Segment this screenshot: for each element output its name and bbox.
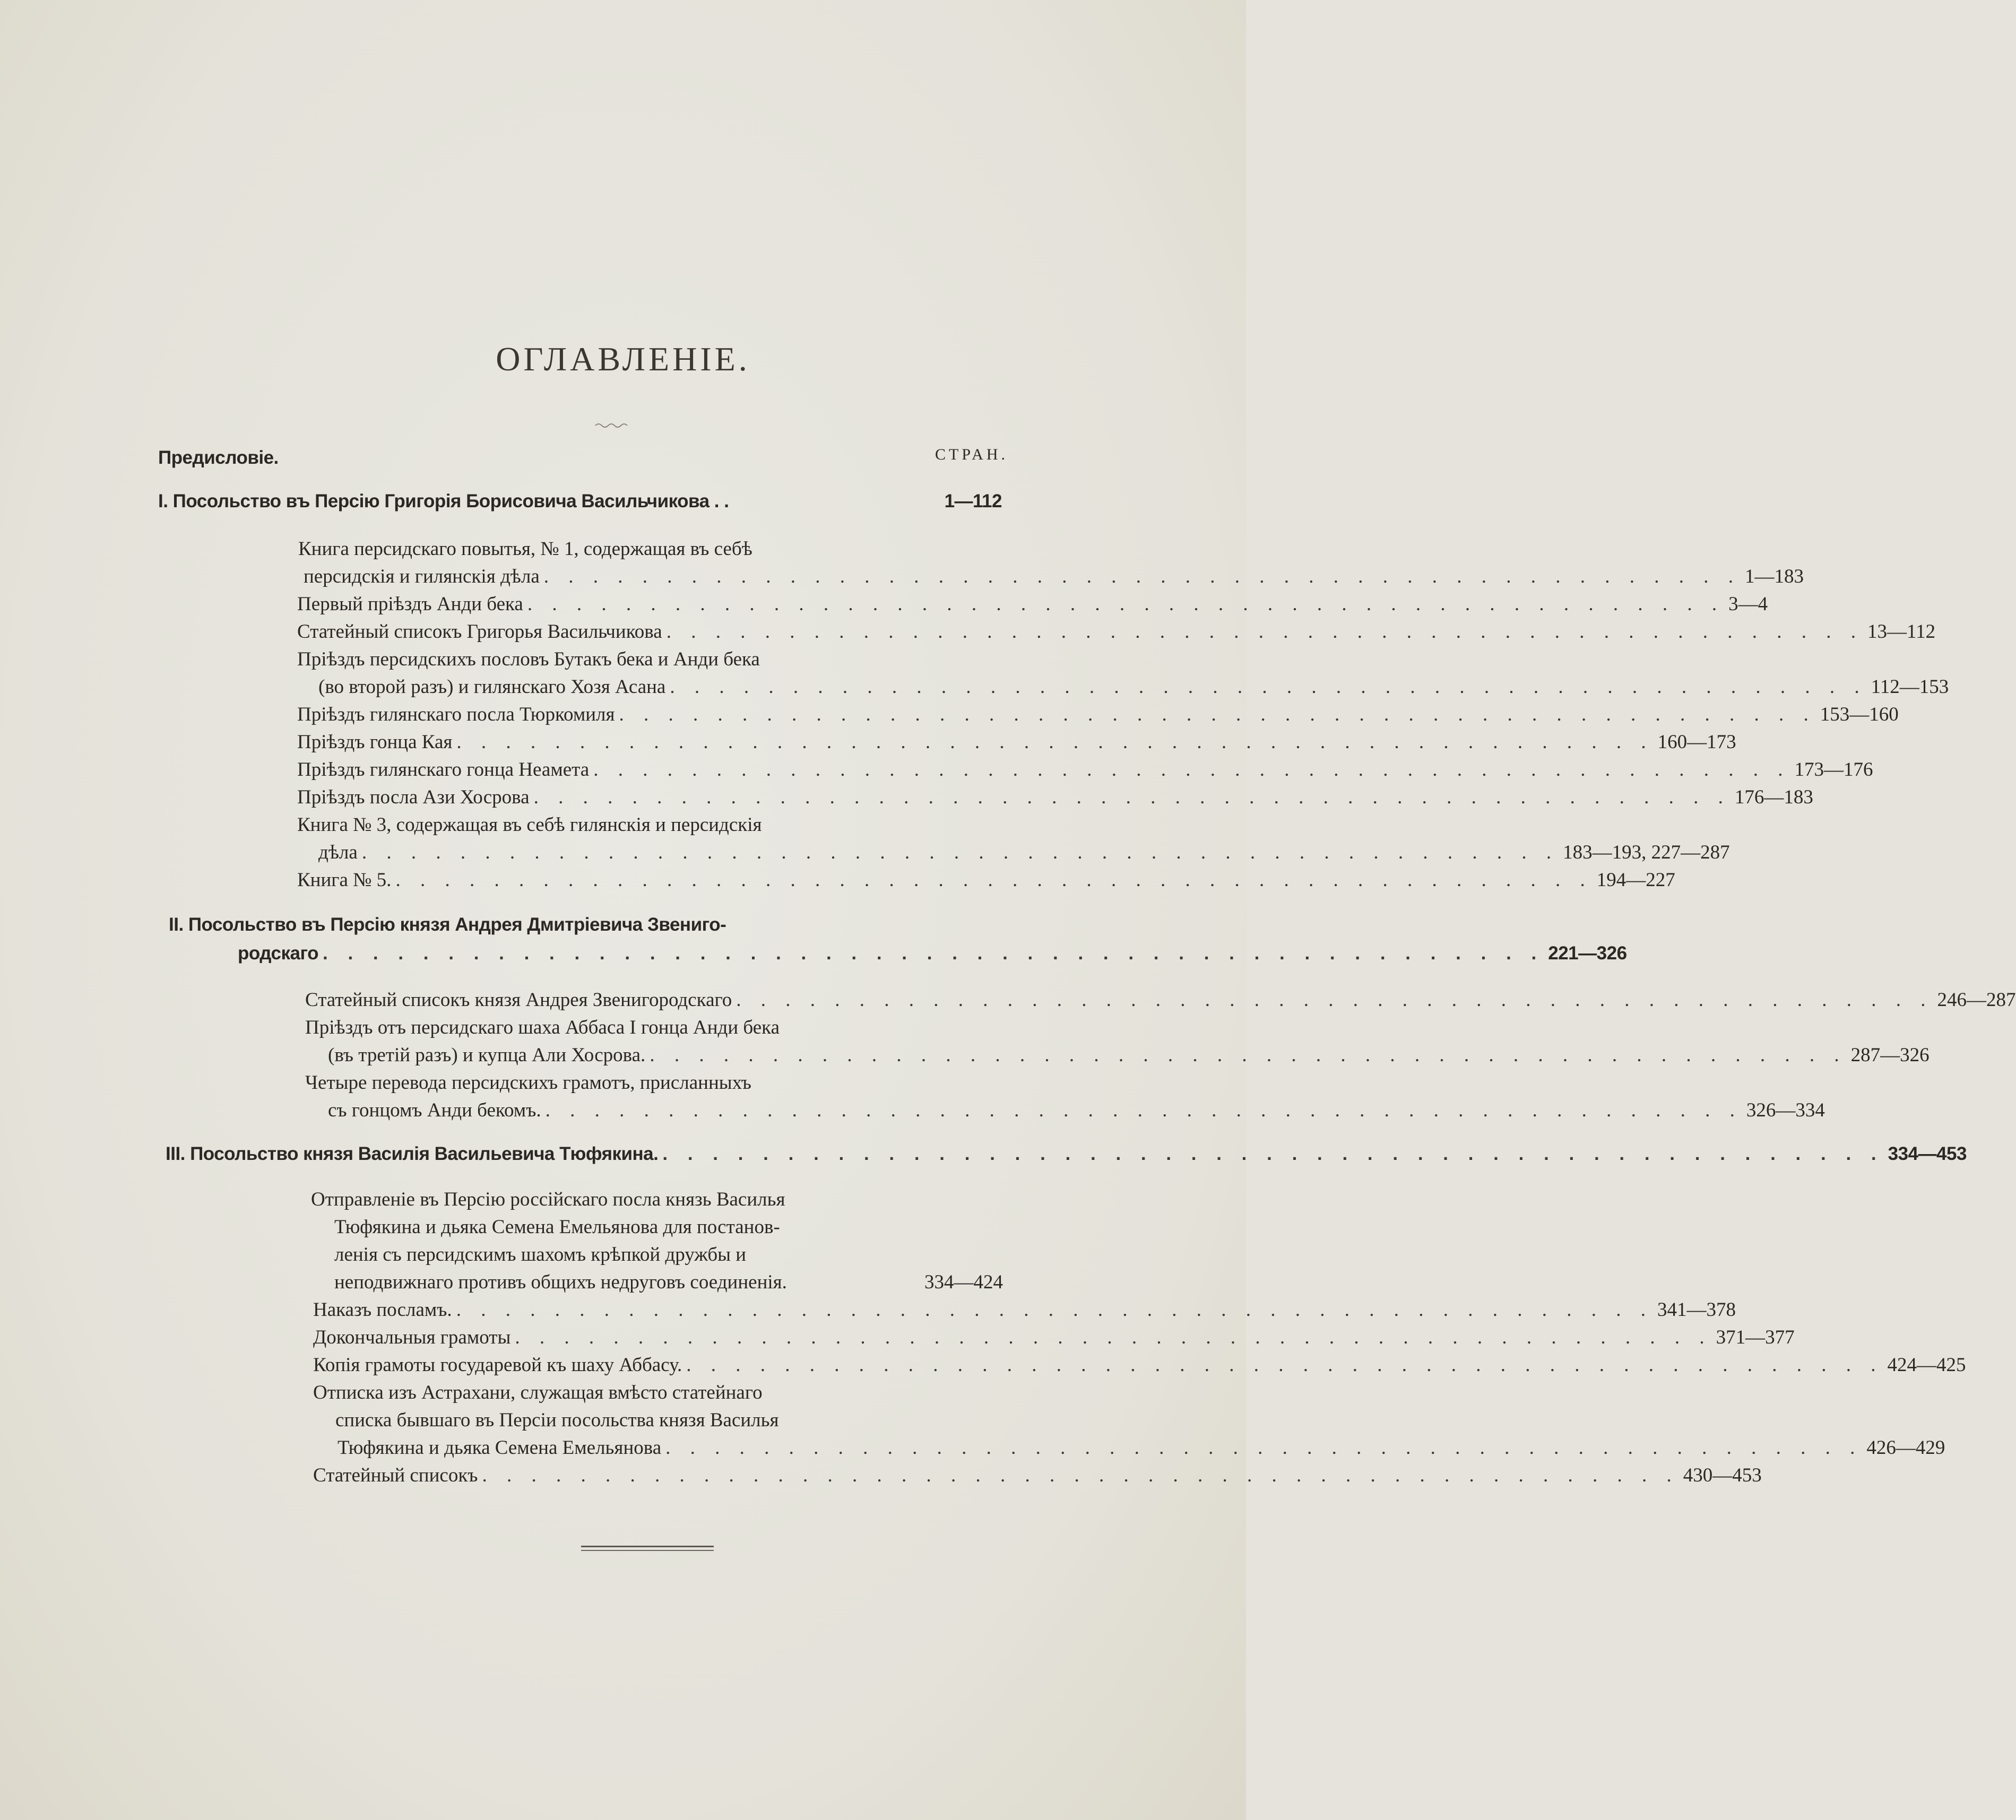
toc-entry bbox=[304, 564, 1804, 590]
toc-entry-line: Четыре перевода персидскихъ грамотъ, присланныхъ bbox=[305, 1072, 751, 1094]
entry-pages: 176—183 bbox=[1734, 786, 1813, 808]
entry-pages: 112—153 bbox=[1871, 676, 1949, 698]
entry-title: неподвижнаго противъ общихъ недруговъ соединенія. bbox=[334, 1271, 787, 1293]
leader-dots: . . . . . . . . . . . . . . . . . . . . . . . . . . . . . . . . . . . . . . . . . . . . . . . . . bbox=[395, 869, 1593, 891]
section-heading-3 bbox=[166, 1141, 1967, 1167]
toc-entry bbox=[313, 1352, 1966, 1379]
entry-title: Наказъ посламъ. bbox=[313, 1299, 452, 1321]
section-pages: 334—453 bbox=[1888, 1143, 1967, 1164]
entry-pages: 173—176 bbox=[1794, 759, 1873, 781]
entry-pages: 326—334 bbox=[1746, 1099, 1825, 1121]
entry-title: (въ третій разъ) и купца Али Хосрова. bbox=[328, 1044, 646, 1066]
leader-dots: . . . . . . . . . . . . . . . . . . . . . . . . . . . . . . . . . . . . . . . . . . . . . . . . . bbox=[527, 593, 1725, 615]
section-heading-2-cont bbox=[238, 940, 1627, 967]
title-ornament bbox=[594, 422, 631, 429]
entry-pages: 334—424 bbox=[924, 1271, 1003, 1293]
toc-entry bbox=[338, 1435, 1945, 1461]
toc-entry-line: Книга № 3, содержащая въ себѣ гилянскія и персидскія bbox=[297, 814, 762, 836]
leader-dots: . . . . . . . . . . . . . . . . . . . . . . . . . . . . . . . . . . . . . . . . . . . . . . . . . bbox=[670, 676, 1867, 698]
leader-dots: . . . . . . . . . . . . . . . . . . . . . . . . . . . . . . . . . . . . . . . . . . . . . . . . . bbox=[323, 943, 1544, 964]
entry-pages: 3—4 bbox=[1728, 593, 1768, 615]
entry-pages: 341—378 bbox=[1657, 1299, 1736, 1321]
toc-entry-line: ленія съ персидскимъ шахомъ крѣпкой дружбы и bbox=[334, 1244, 747, 1266]
entry-pages: 183—193, 227—287 bbox=[1563, 842, 1730, 863]
toc-entry bbox=[318, 674, 1949, 700]
leader-dots: . . . . . . . . . . . . . . . . . . . . . . . . . . . . . . . . . . . . . . . . . . . . . . . . . bbox=[515, 1327, 1712, 1348]
toc-entry-line: Отправленіе въ Персію россійскаго посла князь Василья bbox=[311, 1189, 785, 1210]
section-pages: 221—326 bbox=[1548, 943, 1627, 964]
entry-title: Статейный списокъ Григорья Васильчикова bbox=[297, 621, 662, 643]
toc-entry-line: Пріѣздъ отъ персидскаго шаха Аббаса I гонца Анди бека bbox=[305, 1017, 780, 1038]
end-rule bbox=[581, 1546, 714, 1547]
leader-dots: . . . . . . . . . . . . . . . . . . . . . . . . . . . . . . . . . . . . . . . . . . . . . . . . . bbox=[736, 989, 1933, 1011]
toc-entry-line: Книга персидскаго повытья, № 1, содержащая въ себѣ bbox=[298, 538, 752, 560]
section-heading-1 bbox=[158, 488, 1002, 515]
toc-entry bbox=[297, 729, 1736, 756]
leader-dots: . . . . . . . . . . . . . . . . . . . . . . . . . . . . . . . . . . . . . . . . . . . . . . . . . bbox=[593, 759, 1790, 781]
leader-dots: . . . . . . . . . . . . . . . . . . . . . . . . . . . . . . . . . . . . . . . . . . . . . . . . . bbox=[686, 1354, 1883, 1376]
leader-dots: . . . . . . . . . . . . . . . . . . . . . . . . . . . . . . . . . . . . . . . . . . . . . . . . . bbox=[619, 704, 1816, 725]
entry-title: Статейный списокъ князя Андрея Звенигородскаго bbox=[305, 989, 732, 1011]
toc-entry bbox=[318, 839, 1730, 866]
entry-pages: 194—227 bbox=[1596, 869, 1675, 891]
leader-dots: . . . . . . . . . . . . . . . . . . . . . . . . . . . . . . . . . . . . . . . . . . . . . . . . . bbox=[361, 842, 1559, 863]
leader-dots: . . . . . . . . . . . . . . . . . . . . . . . . . . . . . . . . . . . . . . . . . . . . . . . . . bbox=[650, 1044, 1847, 1066]
toc-entry bbox=[305, 987, 2016, 1013]
section-title: III. Посольство князя Василія Васильевича Тюфякина. bbox=[166, 1143, 659, 1164]
entry-title: Пріѣздъ посла Ази Хосрова bbox=[297, 786, 530, 808]
leader-dots: . . . . . . . . . . . . . . . . . . . . . . . . . . . . . . . . . . . . . . . . . . . . . . . . . bbox=[533, 786, 1731, 808]
entry-title: Докончальныя грамоты bbox=[313, 1327, 511, 1348]
leader-dots: . . . . . . . . . . . . . . . . . . . . . . . . . . . . . . . . . . . . . . . . . . . . . . . . . bbox=[665, 1437, 1863, 1459]
section-title: I. Посольство въ Персію Григорія Борисовича Васильчикова . . bbox=[158, 491, 729, 512]
end-rule-double bbox=[581, 1550, 714, 1551]
section-pages: 1—112 bbox=[944, 491, 1002, 512]
leader-dots: . . . . . . . . . . . . . . . . . . . . . . . . . . . . . . . . . . . . . . . . . . . . . . . . . bbox=[666, 621, 1863, 643]
entry-title: Пріѣздъ гилянскаго гонца Неамета bbox=[297, 759, 590, 781]
toc-entry-line: Отписка изъ Астрахани, служащая вмѣсто статейнаго bbox=[313, 1382, 763, 1403]
pages-column-header: СТРАН. bbox=[935, 446, 1008, 463]
toc-entry bbox=[297, 784, 1813, 811]
toc-entry bbox=[334, 1269, 1003, 1296]
entry-pages: 13—112 bbox=[1867, 621, 1936, 643]
entry-pages: 424—425 bbox=[1887, 1354, 1966, 1376]
toc-entry bbox=[313, 1462, 1762, 1489]
leader-dots: . . . . . . . . . . . . . . . . . . . . . . . . . . . . . . . . . . . . . . . . . . . . . . . . . bbox=[545, 1099, 1742, 1121]
section-heading-2: II. Посольство въ Персію князя Андрея Дмитріевича Звениго- bbox=[169, 914, 726, 935]
toc-entry-line: списка бывшаго въ Персіи посольства князя Василья bbox=[335, 1409, 779, 1431]
entry-pages: 160—173 bbox=[1657, 731, 1736, 753]
toc-entry bbox=[313, 1297, 1736, 1323]
entry-title: Первый пріѣздъ Анди бека bbox=[297, 593, 523, 615]
leader-dots: . . . . . . . . . . . . . . . . . . . . . . . . . . . . . . . . . . . . . . . . . . . . . . . . . bbox=[456, 731, 1654, 753]
leader-dots: . . . . . . . . . . . . . . . . . . . . . . . . . . . . . . . . . . . . . . . . . . . . . . . . . bbox=[482, 1464, 1679, 1486]
entry-title: Тюфякина и дьяка Семена Емельянова bbox=[338, 1437, 662, 1459]
entry-title: Книга № 5. bbox=[297, 869, 392, 891]
toc-entry bbox=[297, 619, 1936, 645]
toc-entry bbox=[297, 757, 1873, 783]
leader-dots: . . . . . . . . . . . . . . . . . . . . . . . . . . . . . . . . . . . . . . . . . . . . . . . . . bbox=[456, 1299, 1653, 1321]
toc-entry bbox=[328, 1042, 1930, 1069]
entry-pages: 371—377 bbox=[1716, 1327, 1795, 1348]
toc-entry bbox=[328, 1097, 1825, 1124]
entry-title: Копія грамоты государевой къ шаху Аббасу. bbox=[313, 1354, 682, 1376]
toc-entry bbox=[297, 591, 1768, 618]
entry-pages: 426—429 bbox=[1866, 1437, 1945, 1459]
toc-entry-line: Тюфякина и дьяка Семена Емельянова для постанов- bbox=[334, 1216, 780, 1238]
entry-title: Статейный списокъ bbox=[313, 1464, 478, 1486]
toc-entry bbox=[297, 867, 1675, 894]
entry-pages: 287—326 bbox=[1850, 1044, 1930, 1066]
leader-dots: . . . . . . . . . . . . . . . . . . . . . . . . . . . . . . . . . . . . . . . . . . . . . . . . . bbox=[543, 566, 1741, 587]
entry-title: персидскія и гилянскія дѣла bbox=[304, 566, 540, 587]
entry-title: Пріѣздъ гонца Кая bbox=[297, 731, 453, 753]
entry-title: Пріѣздъ гилянскаго посла Тюркомиля bbox=[297, 704, 615, 725]
section-title: родскаго bbox=[238, 943, 318, 964]
leader-dots: . . . . . . . . . . . . . . . . . . . . . . . . . . . . . . . . . . . . . . . . . . . . . . . . . bbox=[662, 1143, 1884, 1164]
toc-entry-line: Пріѣздъ персидскихъ пословъ Бутакъ бека и Анди бека bbox=[297, 648, 760, 670]
toc-entry bbox=[313, 1324, 1795, 1351]
page-title: ОГЛАВЛЕНІЕ. bbox=[496, 340, 750, 378]
entry-title: дѣла bbox=[318, 842, 358, 863]
entry-pages: 153—160 bbox=[1820, 704, 1899, 725]
toc-entry bbox=[297, 701, 1899, 728]
preface-entry: Предисловіе. bbox=[158, 447, 279, 468]
entry-pages: 430—453 bbox=[1683, 1464, 1762, 1486]
entry-title: (во второй разъ) и гилянскаго Хозя Асана bbox=[318, 676, 666, 698]
entry-title: съ гонцомъ Анди бекомъ. bbox=[328, 1099, 541, 1121]
entry-pages: 1—183 bbox=[1745, 566, 1804, 587]
entry-pages: 246—287 bbox=[1937, 989, 2016, 1011]
